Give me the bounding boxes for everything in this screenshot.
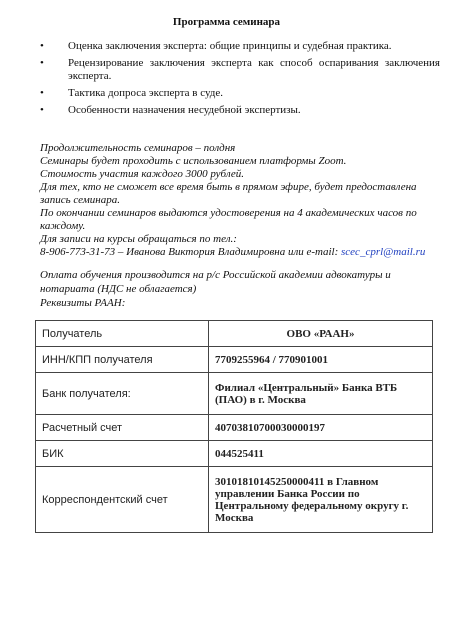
table-cell-label: БИК xyxy=(36,441,209,467)
contact-intro: Для записи на курсы обращаться по тел.: xyxy=(40,233,237,245)
table-cell-label: Расчетный счет xyxy=(36,415,209,441)
list-item: • Рецензирование заключения эксперта как способ оспаривания заключения эксперта. xyxy=(40,57,440,82)
list-item: • Особенности назначения несудебной экспертизы. xyxy=(40,104,301,116)
bullet-icon: • xyxy=(40,40,44,52)
table-cell-value: Филиал «Центральный» Банка ВТБ (ПАО) в г. Москва xyxy=(209,373,433,415)
table-cell-value: 40703810700030000197 xyxy=(209,415,433,441)
program-list xyxy=(40,40,440,121)
table-cell-value: 7709255964 / 770901001 xyxy=(209,347,433,373)
table-cell-value: 30101810145250000411 в Главном управлении Банка России по Центральному федеральному округу г. Москва xyxy=(209,467,433,533)
list-item: • Тактика допроса эксперта в суде. xyxy=(40,87,224,99)
requisites-table xyxy=(35,320,433,533)
contact-line: 8-906-773-31-73 – Иванова Виктория Владимировна или e-mail: scec_cprl@mail.ru xyxy=(40,246,426,258)
duration-text: Продолжительность семинаров – полдня xyxy=(40,142,236,154)
seminar-info xyxy=(40,142,440,259)
table-cell-value: ОВО «РААН» xyxy=(209,321,433,347)
platform-text: Семинары будет проходить с использованием платформы Zoom. xyxy=(40,155,347,167)
record-text: Для тех, кто не сможет все время быть в прямом эфире, будет предоставлена запись семинара. xyxy=(40,181,417,206)
table-cell-label: Корреспондентский счет xyxy=(36,467,209,533)
table-row xyxy=(36,415,433,441)
bullet-icon: • xyxy=(40,104,44,116)
bullet-icon: • xyxy=(40,57,44,69)
table-row xyxy=(36,373,433,415)
payment-info xyxy=(40,268,440,310)
table-cell-value: 044525411 xyxy=(209,441,433,467)
price-text: Стоимость участия каждого 3000 рублей. xyxy=(40,168,245,180)
requisites-heading: Реквизиты РААН: xyxy=(40,297,126,309)
email-link[interactable]: scec_cprl@mail.ru xyxy=(341,246,426,258)
table-cell-label: Банк получателя: xyxy=(36,373,209,415)
table-row xyxy=(36,467,433,533)
table-row xyxy=(36,441,433,467)
table-cell-label: Получатель xyxy=(36,321,209,347)
certificate-text: По окончании семинаров выдаются удостоверения на 4 академических часов по каждому. xyxy=(40,207,417,232)
page-title: Программа семинара xyxy=(172,16,281,28)
bullet-icon: • xyxy=(40,87,44,99)
table-row xyxy=(36,321,433,347)
list-item: • Оценка заключения эксперта: общие принципы и судебная практика. xyxy=(40,40,392,52)
table-cell-label: ИНН/КПП получателя xyxy=(36,347,209,373)
payment-text: Оплата обучения производится на р/с Российской академии адвокатуры и нотариата (НДС не облагается) xyxy=(40,269,391,295)
table-row xyxy=(36,347,433,373)
